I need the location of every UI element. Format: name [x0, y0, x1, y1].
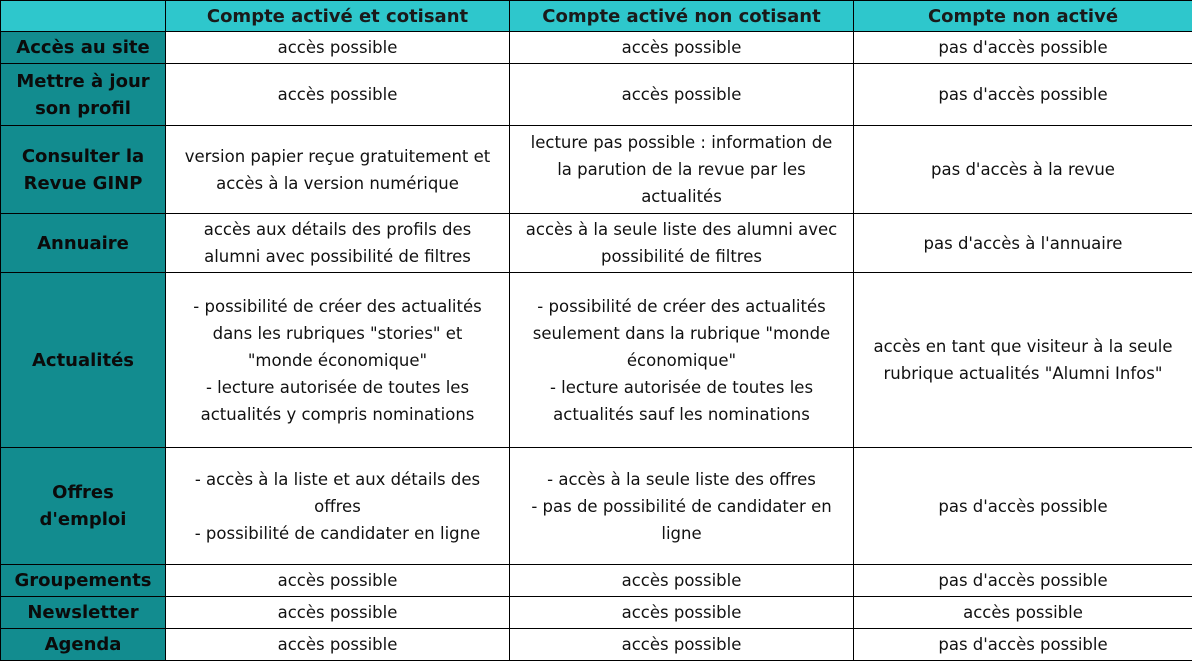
cell-agenda-active-contributing: accès possible [166, 629, 510, 661]
table-row [1, 214, 1192, 273]
cell-directory-not-activated: pas d'accès à l'annuaire [854, 214, 1192, 273]
cell-jobs-not-activated: pas d'accès possible [854, 448, 1192, 565]
cell-newsletter-active-non-contributing: accès possible [510, 597, 854, 629]
header-not-activated: Compte non activé [854, 1, 1192, 32]
cell-news-active-non-contributing: - possibilité de créer des actualités seulement dans la rubrique "monde économique" - lecture autorisée de toutes les actualités sauf les nominations [510, 273, 854, 448]
table-row [1, 126, 1192, 214]
table-row [1, 64, 1192, 126]
cell-groups-active-contributing: accès possible [166, 565, 510, 597]
cell-directory-active-non-contributing: accès à la seule liste des alumni avec possibilité de filtres [510, 214, 854, 273]
header-active-contributing: Compte activé et cotisant [166, 1, 510, 32]
table-row [1, 629, 1192, 661]
cell-news-active-contributing: - possibilité de créer des actualités dans les rubriques "stories" et "monde économique" - lecture autorisée de toutes les actualités y compris nominations [166, 273, 510, 448]
cell-site-access-active-contributing: accès possible [166, 32, 510, 64]
row-label-agenda: Agenda [1, 629, 166, 661]
cell-revue-active-non-contributing: lecture pas possible : information de la parution de la revue par les actualités [510, 126, 854, 214]
row-label-site-access: Accès au site [1, 32, 166, 64]
cell-jobs-active-contributing: - accès à la liste et aux détails des offres - possibilité de candidater en ligne [166, 448, 510, 565]
cell-update-profile-active-non-contributing: accès possible [510, 64, 854, 126]
cell-site-access-not-activated: pas d'accès possible [854, 32, 1192, 64]
row-label-revue-ginp: Consulter la Revue GINP [1, 126, 166, 214]
table-row [1, 273, 1192, 448]
row-label-groups: Groupements [1, 565, 166, 597]
cell-agenda-not-activated: pas d'accès possible [854, 629, 1192, 661]
table-row [1, 597, 1192, 629]
cell-site-access-active-non-contributing: accès possible [510, 32, 854, 64]
header-active-non-contributing: Compte activé non cotisant [510, 1, 854, 32]
header-row [1, 1, 1192, 32]
row-label-newsletter: Newsletter [1, 597, 166, 629]
cell-directory-active-contributing: accès aux détails des profils des alumni avec possibilité de filtres [166, 214, 510, 273]
cell-jobs-active-non-contributing: - accès à la seule liste des offres - pas de possibilité de candidater en ligne [510, 448, 854, 565]
cell-revue-not-activated: pas d'accès à la revue [854, 126, 1192, 214]
cell-newsletter-active-contributing: accès possible [166, 597, 510, 629]
header-corner-cell [1, 1, 166, 32]
cell-groups-not-activated: pas d'accès possible [854, 565, 1192, 597]
cell-update-profile-not-activated: pas d'accès possible [854, 64, 1192, 126]
row-label-update-profile: Mettre à jour son profil [1, 64, 166, 126]
cell-update-profile-active-contributing: accès possible [166, 64, 510, 126]
cell-groups-active-non-contributing: accès possible [510, 565, 854, 597]
cell-newsletter-not-activated: accès possible [854, 597, 1192, 629]
cell-revue-active-contributing: version papier reçue gratuitement et accès à la version numérique [166, 126, 510, 214]
cell-news-not-activated: accès en tant que visiteur à la seule rubrique actualités "Alumni Infos" [854, 273, 1192, 448]
row-label-directory: Annuaire [1, 214, 166, 273]
table-row [1, 448, 1192, 565]
table-row [1, 32, 1192, 64]
table-row [1, 565, 1192, 597]
cell-agenda-active-non-contributing: accès possible [510, 629, 854, 661]
row-label-news: Actualités [1, 273, 166, 448]
row-label-job-offers: Offres d'emploi [1, 448, 166, 565]
